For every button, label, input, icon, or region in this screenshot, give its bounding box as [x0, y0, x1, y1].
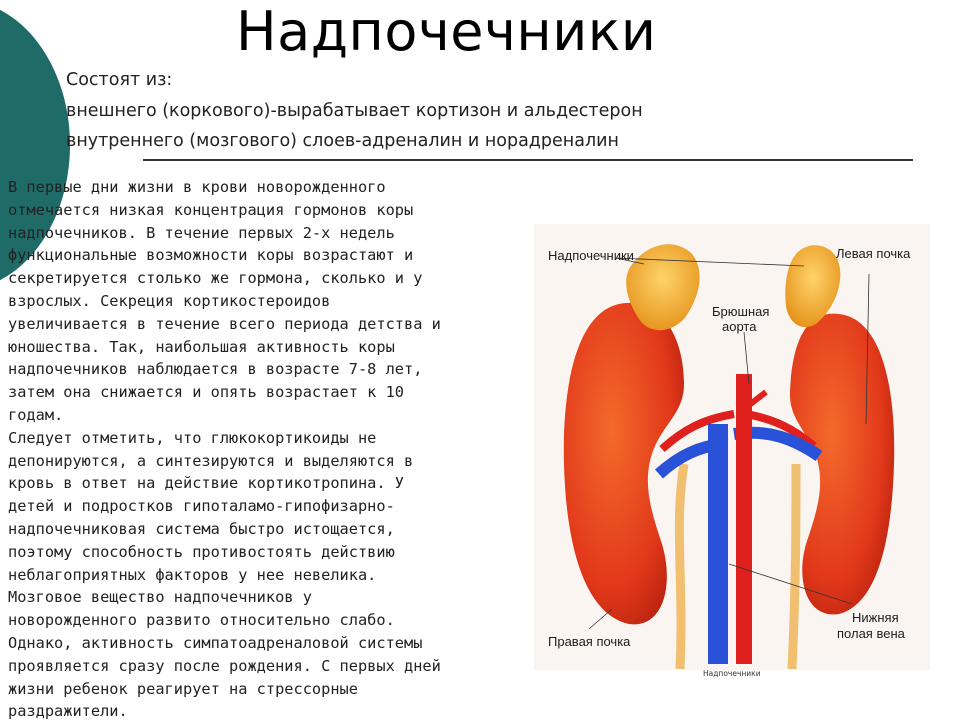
- body-line: затем она снижается и опять возрастает к 10: [8, 383, 405, 402]
- body-line: жизни ребенок реагирует на стрессорные: [8, 679, 358, 698]
- label-ivc-line1: Нижняя: [852, 610, 899, 625]
- subtitle-line: внутреннего (мозгового) слоев-адреналин и норадреналин: [66, 131, 619, 151]
- leader-line: [589, 609, 612, 629]
- body-line: юношества. Так, наибольшая активность коры: [8, 337, 395, 356]
- left-ureter: [792, 464, 796, 669]
- label-right-kidney: Правая почка: [548, 634, 631, 649]
- body-line: детей и подростков гипоталамо-гипофизарно-: [8, 497, 395, 516]
- body-paragraph: [8, 176, 518, 723]
- right-ureter: [679, 464, 684, 669]
- body-line: поэтому способность противостоять действию: [8, 542, 395, 561]
- body-line: секретируется столько же гормона, сколько и у: [8, 269, 423, 288]
- subtitle-line: внешнего (коркового)-вырабатывает кортизон и альдестерон: [66, 101, 643, 121]
- body-line: неблагоприятных факторов у нее невелика.: [8, 565, 377, 584]
- body-line: функциональные возможности коры возрастают и: [8, 246, 414, 265]
- kidneys-diagram: [534, 224, 930, 670]
- slide-title: Надпочечники: [236, 0, 657, 63]
- body-line: надпочечников наблюдается в возрасте 7-8 лет,: [8, 360, 423, 379]
- label-ivc-line2: полая вена: [837, 626, 905, 641]
- body-line: депонируются, а синтезируются и выделяются в: [8, 451, 414, 470]
- body-line: увеличивается в течение всего периода детства и: [8, 314, 441, 333]
- label-aorta-line1: Брюшная: [712, 304, 770, 319]
- figure-caption: Надпочечники: [703, 669, 761, 678]
- body-line: годам.: [8, 405, 64, 424]
- body-line: отмечается низкая концентрация гормонов коры: [8, 200, 414, 219]
- body-line: Однако, активность симпатоадреналовой системы: [8, 633, 423, 652]
- label-left-kidney: Левая почка: [836, 246, 911, 261]
- label-adrenals: Надпочечники: [548, 248, 634, 263]
- body-line: надпочечников. В течение первых 2-х недель: [8, 223, 395, 242]
- divider-line: [143, 159, 913, 161]
- kidneys-illustration: [534, 224, 930, 670]
- body-line: Следует отметить, что глюкокортикоиды не: [8, 428, 377, 447]
- body-line: взрослых. Секреция кортикостероидов: [8, 291, 331, 310]
- subtitle-line: Состоят из:: [66, 70, 173, 90]
- body-line: проявляется сразу после рождения. С первых дней: [8, 656, 441, 675]
- body-line: новорожденного развито относительно слабо.: [8, 611, 395, 630]
- label-aorta-line2: аорта: [722, 319, 757, 334]
- body-line: Мозговое вещество надпочечников у: [8, 588, 312, 607]
- body-line: кровь в ответ на действие кортикотропина. У: [8, 474, 405, 493]
- body-line: В первые дни жизни в крови новорожденного: [8, 178, 386, 196]
- left-kidney: [790, 314, 894, 615]
- body-line: надпочечниковая система быстро истощается,: [8, 519, 395, 538]
- body-line: раздражители.: [8, 702, 128, 721]
